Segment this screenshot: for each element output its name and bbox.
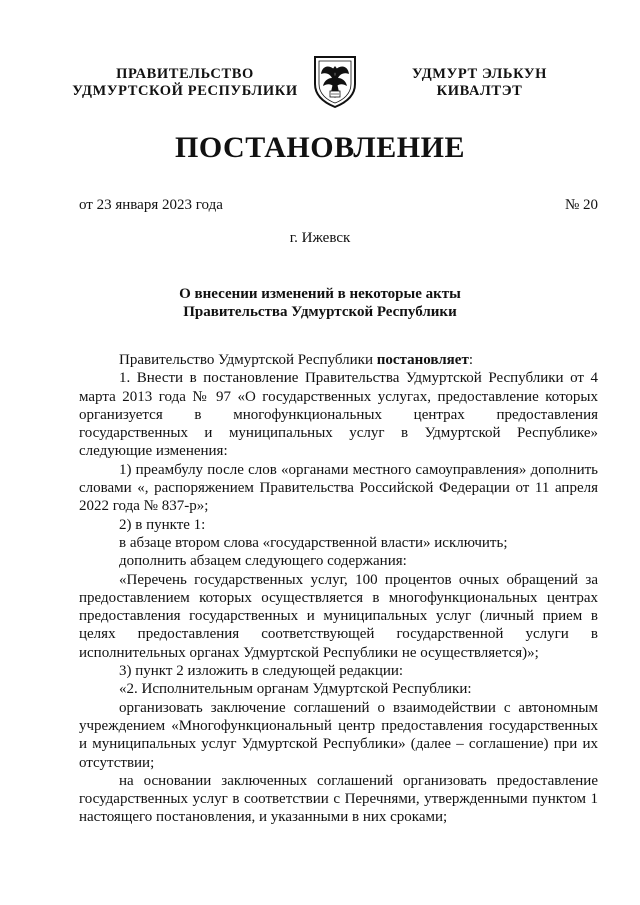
- issuer-line-2: УДМУРТСКОЙ РЕСПУБЛИКИ: [72, 83, 298, 99]
- intro-prefix: Правительство Удмуртской Республики: [119, 352, 377, 368]
- paragraph-3: 2) в пункте 1:: [119, 516, 206, 533]
- paragraph-9: организовать заключение соглашений о взаимодействии с автономным учреждением «Многофункциональный центр предоставления государственных и муниципальных услуг Удмуртской Республики» (далее – соглашение) при их отсутствии;: [79, 699, 598, 771]
- document-subject: [0, 285, 640, 321]
- subject-line-1: О внесении изменений в некоторые акты: [179, 286, 461, 302]
- decree-verb: постановляет: [376, 352, 469, 368]
- udmurt-coat-of-arms-icon: [311, 54, 359, 108]
- document-city: г. Ижевск: [289, 230, 351, 246]
- subject-line-2: Правительства Удмуртской Республики: [183, 304, 457, 320]
- intro-paragraph: [79, 351, 598, 369]
- paragraph-5: дополнить абзацем следующего содержания:: [119, 553, 407, 570]
- issuer-name-udmurt: [392, 66, 567, 100]
- paragraph-10: на основании заключенных соглашений организовать предоставление государственных услуг в соответствии с Перечнями, утвержденными пунктом 1 настоящего постановления, и указанными в них сроками;: [79, 772, 598, 826]
- paragraph-6: «Перечень государственных услуг, 100 процентов очных обращений за предоставлением которых осуществляется в многофункциональных центрах предоставления государственных и муниципальных услуг (личный прием в целях предоставления соответствующей государственной услуги в исполнительных органах Удмуртской Республики не осуществляется)»;: [79, 571, 598, 661]
- document-body: [79, 351, 598, 827]
- issuer-line-1: ПРАВИТЕЛЬСТВО: [116, 66, 254, 82]
- issuer-udmurt-line-2: КИВАЛТЭТ: [436, 83, 523, 99]
- paragraph-8: «2. Исполнительным органам Удмуртской Республики:: [119, 681, 472, 698]
- issuer-udmurt-line-1: УДМУРТ ЭЛЬКУН: [411, 66, 548, 82]
- document-date: от 23 января 2023 года: [79, 197, 223, 213]
- document-number: № 20: [564, 197, 598, 213]
- issuer-name-russian: [70, 66, 300, 100]
- paragraph-4: в абзаце втором слова «государственной власти» исключить;: [119, 534, 508, 551]
- intro-suffix: :: [468, 352, 473, 368]
- paragraph-1: 1. Внести в постановление Правительства Удмуртской Республики от 4 марта 2013 года № 97 «О государственных услугах, предоставление которых организуется в многофункциональных центрах предоставления государственных и муниципальных услуг в Удмуртской Республике» следующие изменения:: [79, 370, 598, 460]
- paragraph-7: 3) пункт 2 изложить в следующей редакции:: [119, 663, 404, 680]
- document-type-title: ПОСТАНОВЛЕНИЕ: [175, 131, 465, 164]
- paragraph-2: 1) преамбулу после слов «органами местного самоуправления» дополнить словами «, распоряжением Правительства Российской Федерации от 11 апреля 2022 года № 837-р»;: [79, 461, 598, 515]
